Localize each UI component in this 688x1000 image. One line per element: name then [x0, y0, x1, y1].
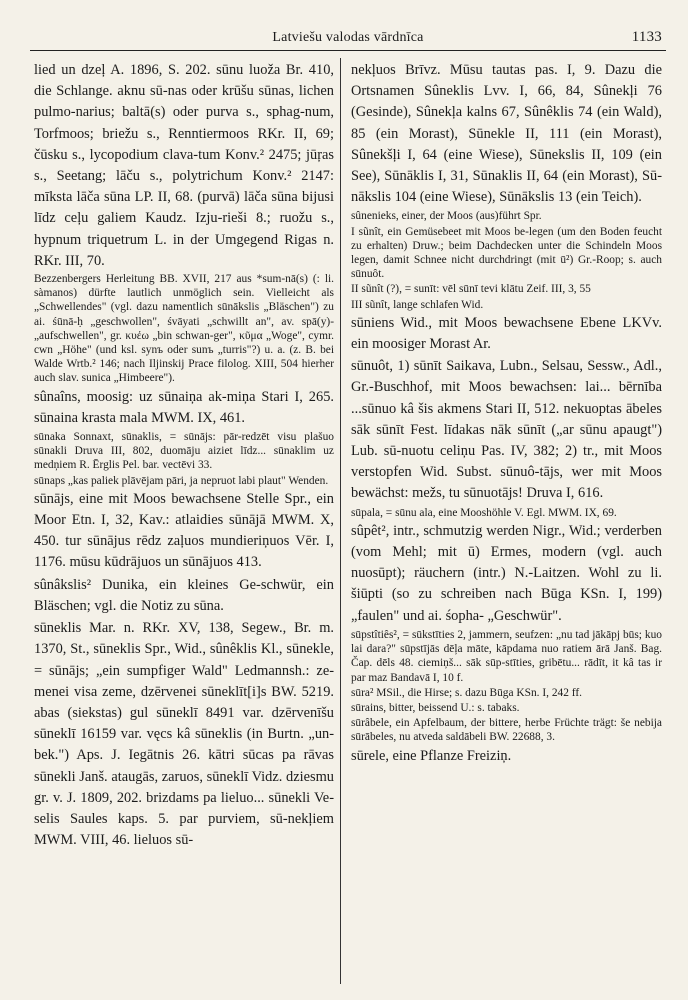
- left-column: [34, 60, 334, 985]
- dictionary-entry: sūnuôt, 1) sūnīt Saikava, Lubn., Selsau, Sessw., Adl., Gr.-Buschhof, mit Moos bewachsen: lai... bērnība ...sūnuo kâ šis akmens Stari II, 512. nekuoptas ābeles sāk sūnīt Fest. līdakas nāk sūnīt („ar sūnu apaugt") Lub. sū-nuotu celiņu Pas. IV, 382; 2) tr., mit Moos verstopfen Wid. Subst. sūnuô-tājs, wer mit Moos bewächst: mežs, tu sūnuotājs! Druva I, 616.: [351, 358, 662, 502]
- dictionary-entry: sūnājs, eine mit Moos bewachsene Stelle Spr., ein Moor Etn. I, 32, Kav.: atlaidies sūnājā MWM. X, 450. tur sūnājus rēdz zaļuos mundieriņuos Vēr. I, 1176. mūsu kūdrājuos un sūnājuos 413.: [34, 490, 334, 571]
- dictionary-entry: sûpêt², intr., schmutzig werden Nigr., Wid.; verderben (vom Mehl; mit ū) Ermes, modern (vgl. auch nuosūpt); räuchern (intr.) N.-Laitzen. Wohl zu li. šiūpti (so zu schreiben nach Būga KSn. I, 199) „faulen" und ai. śopha- „Geschwür".: [351, 522, 662, 624]
- dictionary-entry: III sũnît, lange schlafen Wid.: [351, 298, 484, 311]
- dictionary-entry: II sũnît (?), = sunīt: vēl sūnī tevi klātu Zeif. III, 3, 55: [351, 283, 591, 296]
- dictionary-entry: Bezzenbergers Herleitung BB. XVII, 217 aus *sum-nā(s) (: li. sàmanos) dürfte lautlich unmöglich sein. Vielleicht als „Schwellendes" (vgl. dazu namentlich sūnākslis „Bläschen") zu ai. śūnā-ḥ „geschwollen", śvāyati „schwillt an", av. spā(y)- „aufschwellen", gr. κυέω „bin schwan-ger", κῦμα „Woge", cymr. cwn „Höhe" (und ksl. synъ oder sunъ „turris"?) u. a. (z. B. bei Walde Wrtb.² 146; nach Iljinskij Prace filolog. XIII, 504 hierher auch slav. sunica „Himbeere").: [34, 273, 334, 385]
- dictionary-entry: nekļuos Brīvz. Mūsu tautas pas. I, 9. Dazu die Ortsnamen Sûneklis Lvv. I, 66, 84, Sûnekļi 76 (Gesinde), Sûnekļa kalns 67, Sûnêklis 74 (ein Wald), 85 (ein Morast), Sūnekle II, 111 (ein Morast), Sûnekšļi I, 64 (eine Wiese), Sūnekslis II, 109 (ein See), Sūnāklis I, 31, Sūnaklis II, 64 (ein Morast), Sū-nākslis 104 (eine Wiese), Sūnākslis 13 (ein Teich).: [351, 62, 662, 206]
- dictionary-entry: sūrains, bitter, beissend U.: s. tabaks.: [351, 701, 520, 714]
- right-column: [351, 60, 662, 985]
- page-title: Latviešu valodas vārdnīca: [272, 30, 424, 45]
- dictionary-entry: sûnaîns, moosig: uz sūnaiņa ak-miņa Stari I, 265. sūnaina krasta mala MWM. IX, 461.: [34, 388, 334, 426]
- running-header: [30, 28, 666, 51]
- dictionary-entry: sūnaka Sonnaxt, sūnaklis, = sūnājs: pār-redzēt visu plašuo sūnakli Druva III, 802, duomāju aiziet līdz... sūnaklim uz medņiem R. Ērglis Pel. bar. vectēvi 33.: [34, 431, 334, 472]
- dictionary-entry: sūpstîtiês², = sūkstīties 2, jammern, seufzen: „nu tad jākāpj būs; kuo lai dara?" sūpstījās dēļa māte, kāpdama nuo ratiem ārā Janš. Bag. Čap. dēls 48. ciemiņš... sāk sūp-stīties, gribētu... rādīt, it kâ tas ir par maz Bandavā I, 10 f.: [351, 628, 662, 684]
- dictionary-entry: sūrâbele, ein Apfelbaum, der bittere, herbe Früchte trägt: še nebija sūrābeles, nu atveda saldābeli BW. 22688, 3.: [351, 717, 662, 744]
- dictionary-entry: lied un dzeļ A. 1896, S. 202. sūnu luoža Br. 410, die Schlange. aknu sū-nas oder krūšu sūnas, lichen pulmo-narius; baltā(s) oder purva s., sphag-num, Torfmoos; briežu s., Renntiermoos RKr. II, 69; čūsku s., lycopodium clava-tum Konv.² 2475; jūŗas s., Seetang; lāču s., polytrichum Konv.² 2147: mīksta lāča sūna LP. II, 68. (purvā) lāča sūna bijusi līdz ceļu galiem Kaudz. Izju-rieši 8.; ruožu s., hypnum triquetrum L. in der Umgegend Rigas n. RKr. III, 70.: [34, 62, 334, 269]
- dictionary-entry: sūrele, eine Pflanze Freiziņ.: [351, 747, 512, 764]
- dictionary-entry: sūpala, = sūnu ala, eine Mooshöhle V. Egl. MWM. IX, 69.: [351, 506, 617, 519]
- column-divider: [340, 58, 341, 984]
- dictionary-entry: sūniens Wid., mit Moos bewachsene Ebene LKVv. ein moosiger Morast Ar.: [351, 314, 662, 353]
- dictionary-entry: sūneklis Mar. n. RKr. XV, 138, Segew., Br. m. 1370, St., sūneklis Spr., Wid., sûnêklis Kl., sūnekle, = sūnājs; „ein sumpfiger Wald" Ledmannsh.: ze-menei visa zeme, dzērvenei sūneklīt[i]s BW. 5219. abas (siekstas) gul sūneklī 8491 var. dzērvenīšu sūneklī 16159 var. vęcs kâ sūneklis (in Burtn. „un-bek.") Aps. J. Iegātnis 26. kātri sūcas pa rāvas sūnekli Janš. ataugās, zaruos, sūneklī Vidz. dziesmu gr. v. J. 1809, 202. brizdams pa lieluo... sūnekli Ve-selis Saules kaps. 5. par purviem, sū-nekļiem MWM. VIII, 46. lieluos sū-: [34, 620, 334, 849]
- page-number: 1133: [631, 29, 662, 45]
- dictionary-entry: I sũnît, ein Gemüsebeet mit Moos be-legen (um den Boden feucht zu erhalten) Druw.; beim Dachdecken unter die Schindeln Moos legen, damit Schnee nicht durchdringt (mit ū²) Gr.-Roop; s. auch sūnuôt.: [351, 225, 662, 281]
- dictionary-entry: sūra² MSil., die Hirse; s. dazu Būga KSn. I, 242 ff.: [351, 686, 582, 699]
- dictionary-entry: sūnaps „kas paliek plāvējam pāri, ja nepruot labi plaut" Wenden.: [34, 474, 329, 487]
- dictionary-entry: sûnâkslis² Dunika, ein kleines Ge-schwür, ein Bläschen; vgl. die Notiz zu sūna.: [34, 576, 334, 614]
- dictionary-entry: sûnenieks, einer, der Moos (aus)führt Spr.: [351, 210, 542, 223]
